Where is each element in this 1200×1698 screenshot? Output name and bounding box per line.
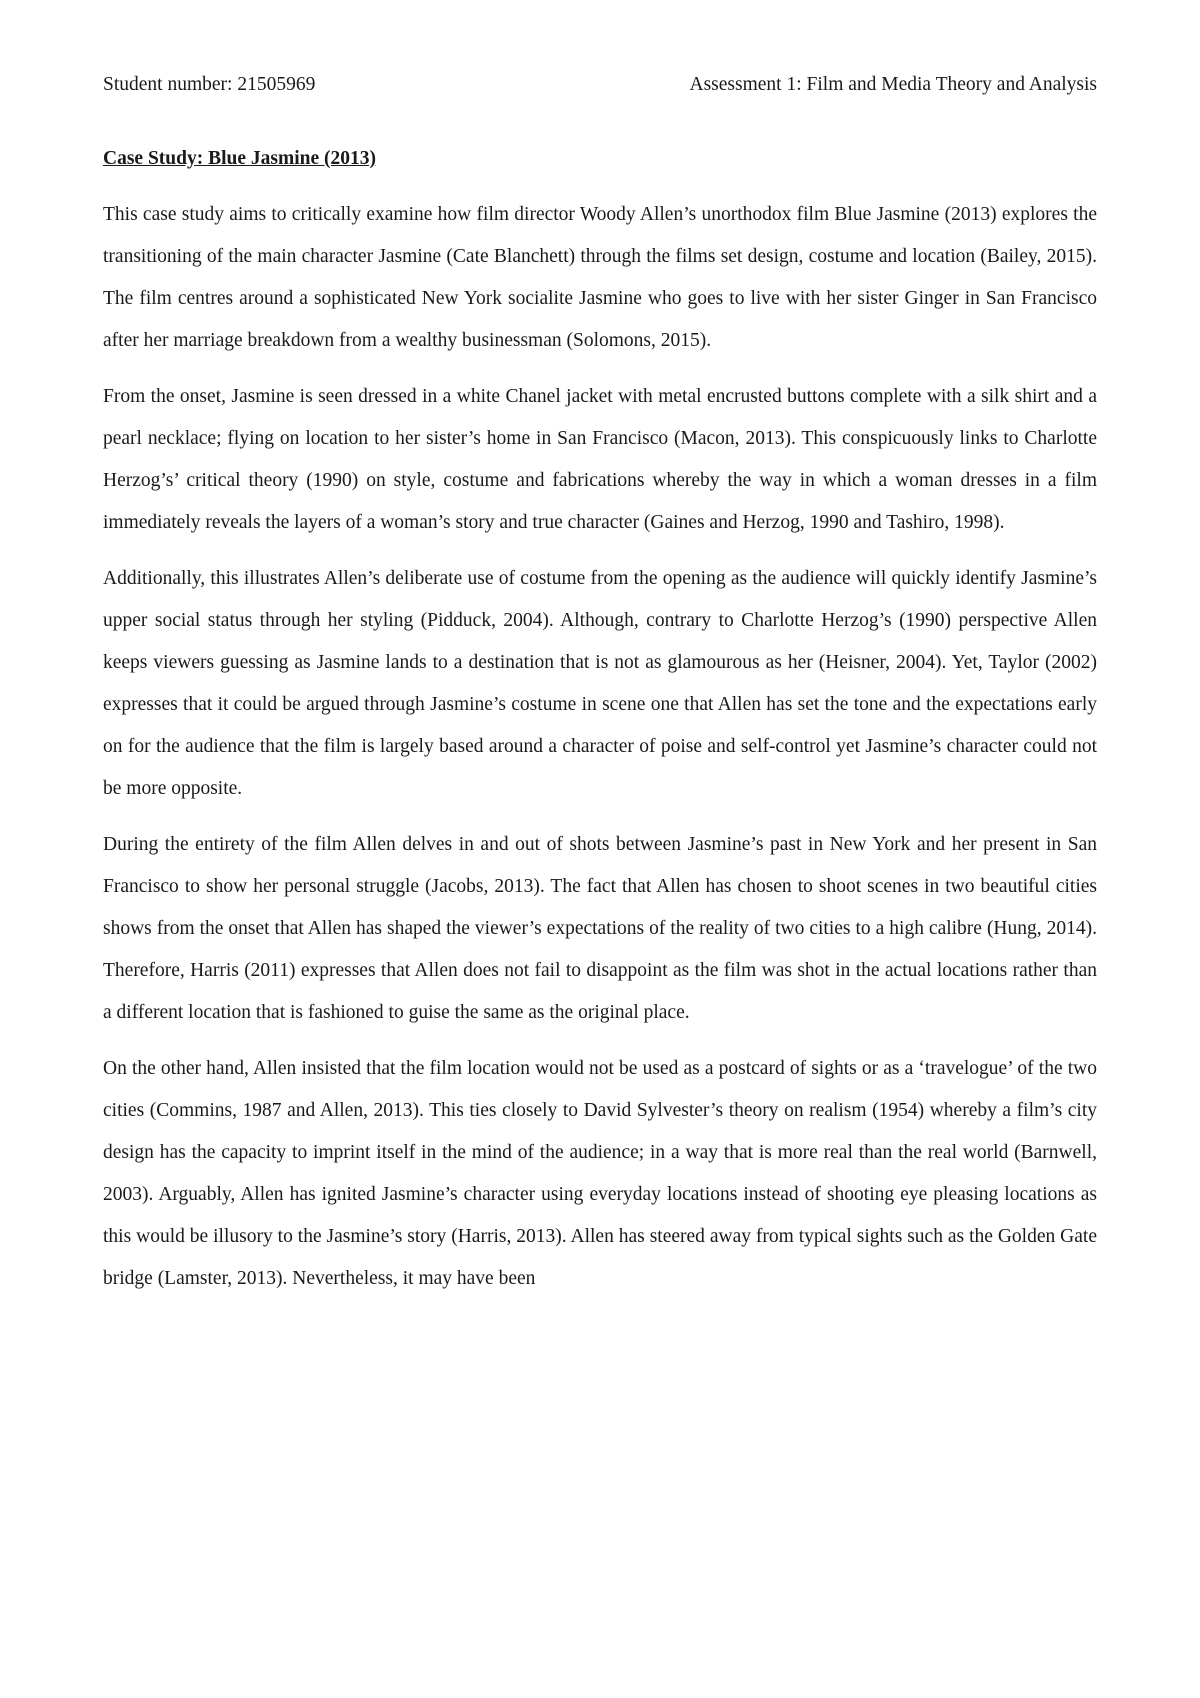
paragraph-2: From the onset, Jasmine is seen dressed in a white Chanel jacket with metal encrusted buttons complete with a silk shirt and a pearl necklace; flying on location to her sister’s home in San Francisco (Macon, 2013). This conspicuously links to Charlotte Herzog’s’ critical theory (1990) on style, costume and fabrications whereby the way in which a woman dresses in a film immediately reveals the layers of a woman’s story and true character (Gaines and Herzog, 1990 and Tashiro, 1998). — [103, 386, 1097, 533]
paragraph-4: During the entirety of the film Allen delves in and out of shots between Jasmine’s past in New York and her present in San Francisco to show her personal struggle (Jacobs, 2013). The fact that Allen has chosen to shoot scenes in two beautiful cities shows from the onset that Allen has shaped the viewer’s expectations of the reality of two cities to a high calibre (Hung, 2014). Therefore, Harris (2011) expresses that Allen does not fail to disappoint as the film was shot in the actual locations rather than a different location that is fashioned to guise the same as the original place. — [103, 834, 1097, 1023]
document-title: Case Study: Blue Jasmine (2013) — [103, 148, 377, 169]
document-body — [103, 146, 1097, 1314]
paragraph-3: Additionally, this illustrates Allen’s deliberate use of costume from the opening as the audience will quickly identify Jasmine’s upper social status through her styling (Pidduck, 2004). Although, contrary to Charlotte Herzog’s (1990) perspective Allen keeps viewers guessing as Jasmine lands to a destination that is not as glamourous as her (Heisner, 2004). Yet, Taylor (2002) expresses that it could be argued through Jasmine’s costume in scene one that Allen has set the tone and the expectations early on for the audience that the film is largely based around a character of poise and self-control yet Jasmine’s character could not be more opposite. — [103, 568, 1097, 799]
page-header — [103, 72, 1097, 98]
student-number: Student number: 21505969 — [103, 74, 316, 95]
assessment-title: Assessment 1: Film and Media Theory and Analysis — [689, 74, 1097, 95]
paragraph-1: This case study aims to critically examine how film director Woody Allen’s unorthodox film Blue Jasmine (2013) explores the transitioning of the main character Jasmine (Cate Blanchett) through the films set design, costume and location (Bailey, 2015). The film centres around a sophisticated New York socialite Jasmine who goes to live with her sister Ginger in San Francisco after her marriage breakdown from a wealthy businessman (Solomons, 2015). — [103, 204, 1097, 351]
paragraph-5: On the other hand, Allen insisted that the film location would not be used as a postcard of sights or as a ‘travelogue’ of the two cities (Commins, 1987 and Allen, 2013). This ties closely to David Sylvester’s theory on realism (1954) whereby a film’s city design has the capacity to imprint itself in the mind of the audience; in a way that is more real than the real world (Barnwell, 2003). Arguably, Allen has ignited Jasmine’s character using everyday locations instead of shooting eye pleasing locations as this would be illusory to the Jasmine’s story (Harris, 2013). Allen has steered away from typical sights such as the Golden Gate bridge (Lamster, 2013). Nevertheless, it may have been — [103, 1058, 1097, 1289]
